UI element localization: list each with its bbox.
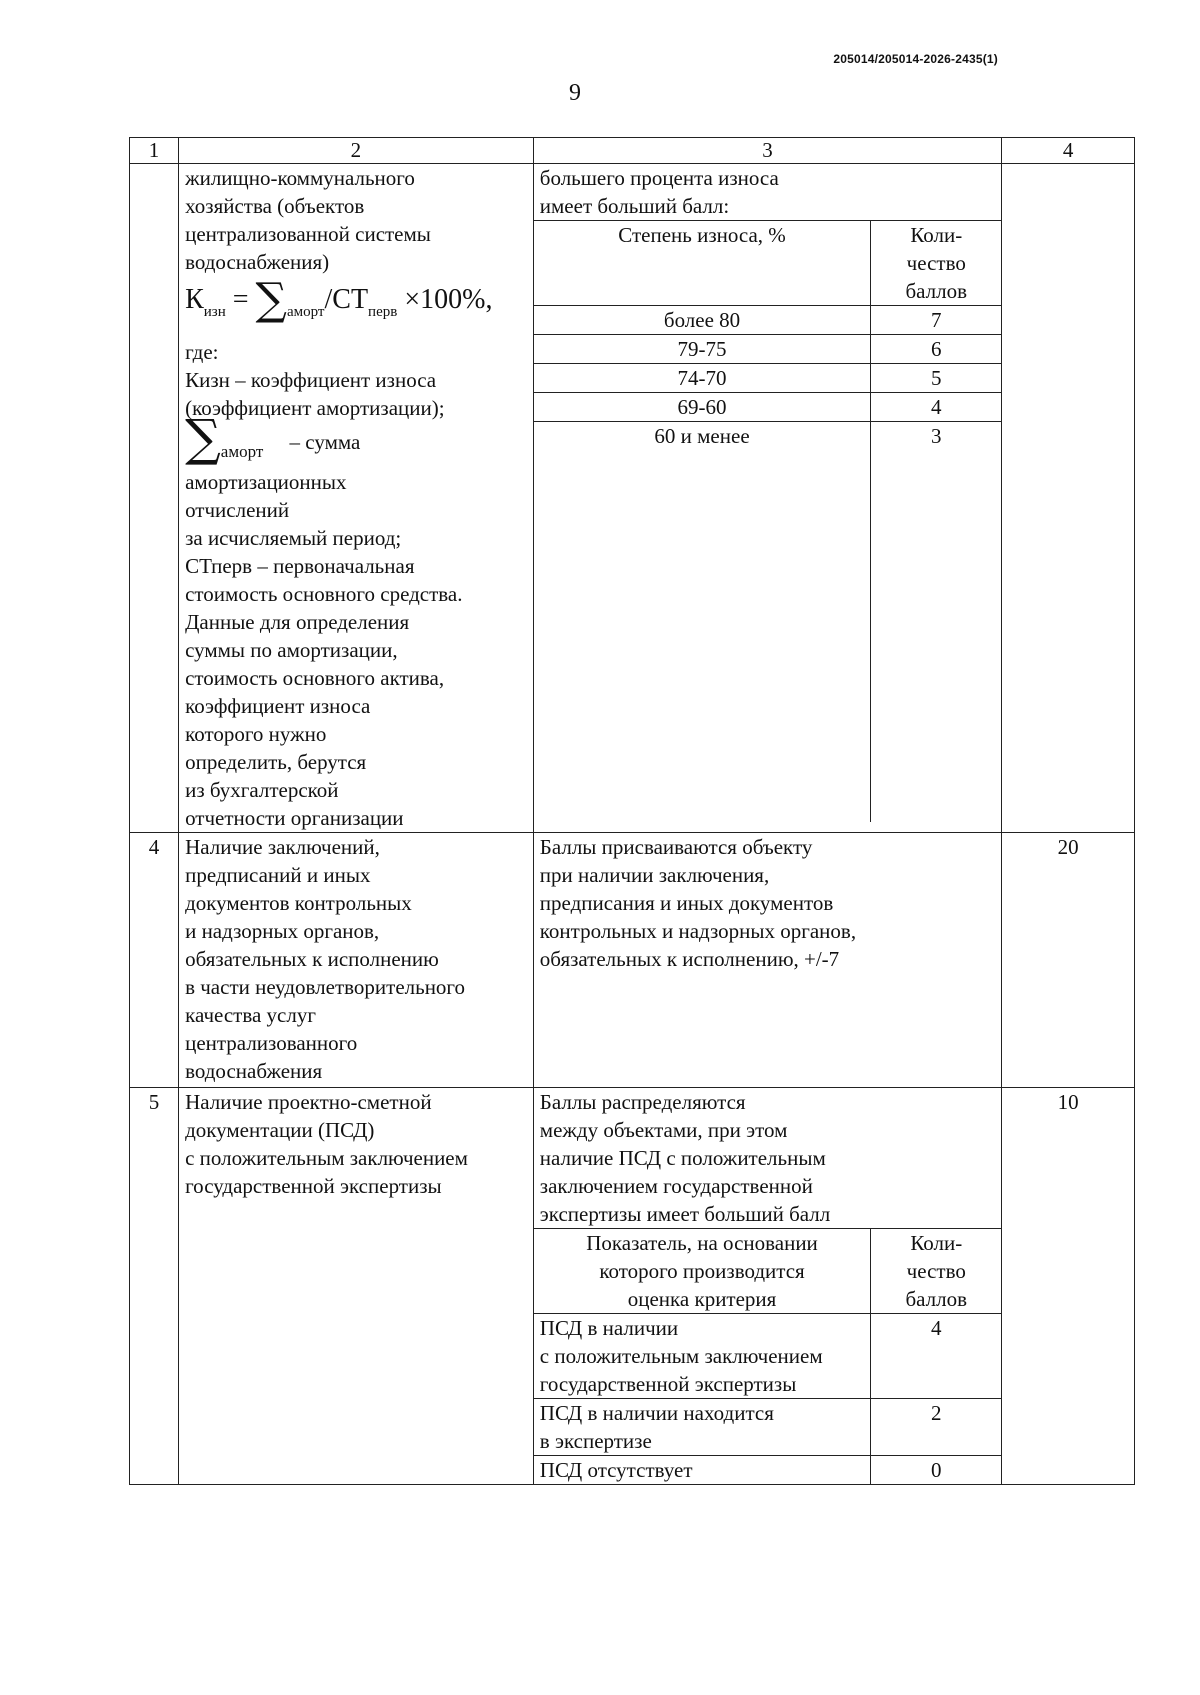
criterion-description: [179, 1088, 534, 1485]
text-line: Наличие проектно-сметной: [185, 1090, 432, 1114]
text-line: жилищно-коммунального: [185, 166, 415, 190]
max-score: 10: [1002, 1088, 1135, 1485]
points-header: [871, 1229, 1001, 1314]
text-line: амортизационных: [185, 470, 347, 494]
text-line: чество: [906, 1259, 966, 1283]
text-line: Коли-: [910, 1231, 963, 1255]
text-line: централизованного: [185, 1031, 358, 1055]
points-value: 7: [871, 306, 1001, 335]
text-line: Данные для определения: [185, 610, 410, 634]
points-value: 4: [871, 393, 1001, 422]
text-line: с положительным заключением: [539, 1344, 823, 1368]
table-row: [534, 1456, 1001, 1485]
text-line: в части неудовлетворительного: [185, 975, 466, 999]
text-line: где:: [185, 340, 219, 364]
text-line: большего процента износа: [539, 166, 779, 190]
text-line: обязательных к исполнению: [185, 947, 439, 971]
formula-lhs-sub: изн: [203, 304, 226, 320]
points-header: [871, 221, 1001, 306]
wear-degree: 79-75: [534, 335, 871, 364]
text-line: баллов: [905, 1287, 968, 1311]
wear-degree-header: Степень износа, %: [534, 221, 871, 306]
text-line: водоснабжения): [185, 250, 330, 274]
wear-points-table: [534, 220, 1001, 822]
text-line: суммы по амортизации,: [185, 638, 398, 662]
text-line: документов контрольных: [185, 891, 412, 915]
points-value: 5: [871, 364, 1001, 393]
evaluation-method: [533, 833, 1001, 1088]
text-line: хозяйства (объектов: [185, 194, 365, 218]
text-line: контрольных и надзорных органов,: [539, 919, 857, 943]
sum-def-text: – сумма: [289, 430, 361, 454]
row-number: 4: [130, 833, 179, 1088]
criterion-description: [179, 164, 534, 833]
indicator: [534, 1314, 871, 1399]
table-row-criterion-3-continued: [130, 164, 1135, 833]
formula-sum-sub: аморт: [286, 304, 325, 320]
text-line: централизованной системы: [185, 222, 431, 246]
text-line: стоимость основного средства.: [185, 582, 463, 606]
text-line: отчетности организации: [185, 806, 404, 830]
wear-degree: 74-70: [534, 364, 871, 393]
sum-definition: [185, 409, 527, 467]
table-header-row: [130, 138, 1135, 164]
evaluation-method: [533, 1088, 1001, 1485]
criteria-table: [129, 137, 1135, 1485]
text-line: Баллы присваиваются объекту: [539, 835, 813, 859]
table-row: [534, 306, 1001, 335]
text-line: которого производится: [599, 1259, 805, 1283]
text-line: отчислений: [185, 498, 290, 522]
psd-table-header: [534, 1229, 1001, 1314]
text-line: ПСД в наличии находится: [539, 1401, 774, 1425]
text-line: коэффициент износа: [185, 694, 371, 718]
text-line: (коэффициент амортизации);: [185, 396, 445, 420]
text-line: государственной экспертизы: [539, 1372, 797, 1396]
max-score: 20: [1002, 833, 1135, 1088]
text-line: баллов: [905, 279, 968, 303]
text-line: определить, берутся: [185, 750, 367, 774]
text-line: Наличие заключений,: [185, 835, 380, 859]
indicator: [534, 1399, 871, 1456]
wear-degree: 60 и менее: [534, 422, 871, 823]
text-line: документации (ПСД): [185, 1118, 375, 1142]
evaluation-method: [533, 164, 1001, 833]
sum-def-sub: аморт: [220, 442, 264, 461]
header-col-4: 4: [1002, 138, 1135, 164]
text-line: ПСД в наличии: [539, 1316, 679, 1340]
text-line: экспертизы имеет больший балл: [539, 1202, 831, 1226]
wear-degree: 69-60: [534, 393, 871, 422]
psd-points-table: [534, 1228, 1001, 1484]
indicator-header: [534, 1229, 871, 1314]
text-line: заключением государственной: [539, 1174, 813, 1198]
points-value: 0: [871, 1456, 1001, 1485]
sum-symbol: ∑: [185, 409, 221, 467]
text-line: между объектами, при этом: [539, 1118, 788, 1142]
header-col-1: 1: [130, 138, 179, 164]
row-number-empty: [130, 164, 179, 833]
row-number: 5: [130, 1088, 179, 1485]
formula-tail: ×100%,: [404, 284, 493, 315]
indicator: [534, 1456, 871, 1485]
text-line: государственной экспертизы: [185, 1174, 442, 1198]
points-value: 6: [871, 335, 1001, 364]
text-line: из бухгалтерской: [185, 778, 339, 802]
table-row: [534, 1399, 1001, 1456]
criterion-description: [179, 833, 534, 1088]
document-id: 205014/205014-2026-2435(1): [833, 52, 998, 66]
text-line: с положительным заключением: [185, 1146, 468, 1170]
wear-table-header: [534, 221, 1001, 306]
table-row: [534, 1314, 1001, 1399]
text-line: за исчисляемый период;: [185, 526, 402, 550]
text-line: Баллы распределяются: [539, 1090, 746, 1114]
formula-div-sub: перв: [368, 304, 398, 320]
text-line: которого нужно: [185, 722, 327, 746]
header-col-2: 2: [179, 138, 534, 164]
text-line: СТперв – первоначальная: [185, 554, 415, 578]
text-line: предписаний и иных: [185, 863, 371, 887]
text-line: качества услуг: [185, 1003, 316, 1027]
text-line: оценка критерия: [627, 1287, 777, 1311]
text-line: чество: [906, 251, 966, 275]
formula-lhs: К: [185, 284, 204, 315]
wear-coefficient-formula: [185, 274, 527, 332]
header-col-3: 3: [533, 138, 1001, 164]
text-line: Показатель, на основании: [586, 1231, 818, 1255]
text-line: обязательных к исполнению, +/-7: [539, 947, 840, 971]
sum-symbol: ∑: [255, 274, 287, 325]
formula-div: /СТ: [324, 284, 369, 315]
text-line: в экспертизе: [539, 1429, 652, 1453]
text-line: предписания и иных документов: [539, 891, 834, 915]
text-line: при наличии заключения,: [539, 863, 770, 887]
text-line: стоимость основного актива,: [185, 666, 445, 690]
text-line: и надзорных органов,: [185, 919, 380, 943]
table-row-criterion-5: [130, 1088, 1135, 1485]
text-line: водоснабжения: [185, 1059, 323, 1083]
page-number: 9: [569, 80, 581, 106]
text-line: наличие ПСД с положительным: [539, 1146, 826, 1170]
text-line: имеет больший балл:: [539, 194, 730, 218]
table-row: [534, 422, 1001, 823]
table-row: [534, 393, 1001, 422]
wear-degree: более 80: [534, 306, 871, 335]
text-line: Коли-: [910, 223, 963, 247]
table-row: [534, 364, 1001, 393]
points-value: 2: [871, 1399, 1001, 1456]
points-value: 4: [871, 1314, 1001, 1399]
text-line: Кизн – коэффициент износа: [185, 368, 437, 392]
text-line: ПСД отсутствует: [539, 1458, 693, 1482]
formula-eq: =: [232, 284, 249, 315]
max-score-empty: [1002, 164, 1135, 833]
table-row: [534, 335, 1001, 364]
points-value: 3: [871, 422, 1001, 823]
table-row-criterion-4: [130, 833, 1135, 1088]
